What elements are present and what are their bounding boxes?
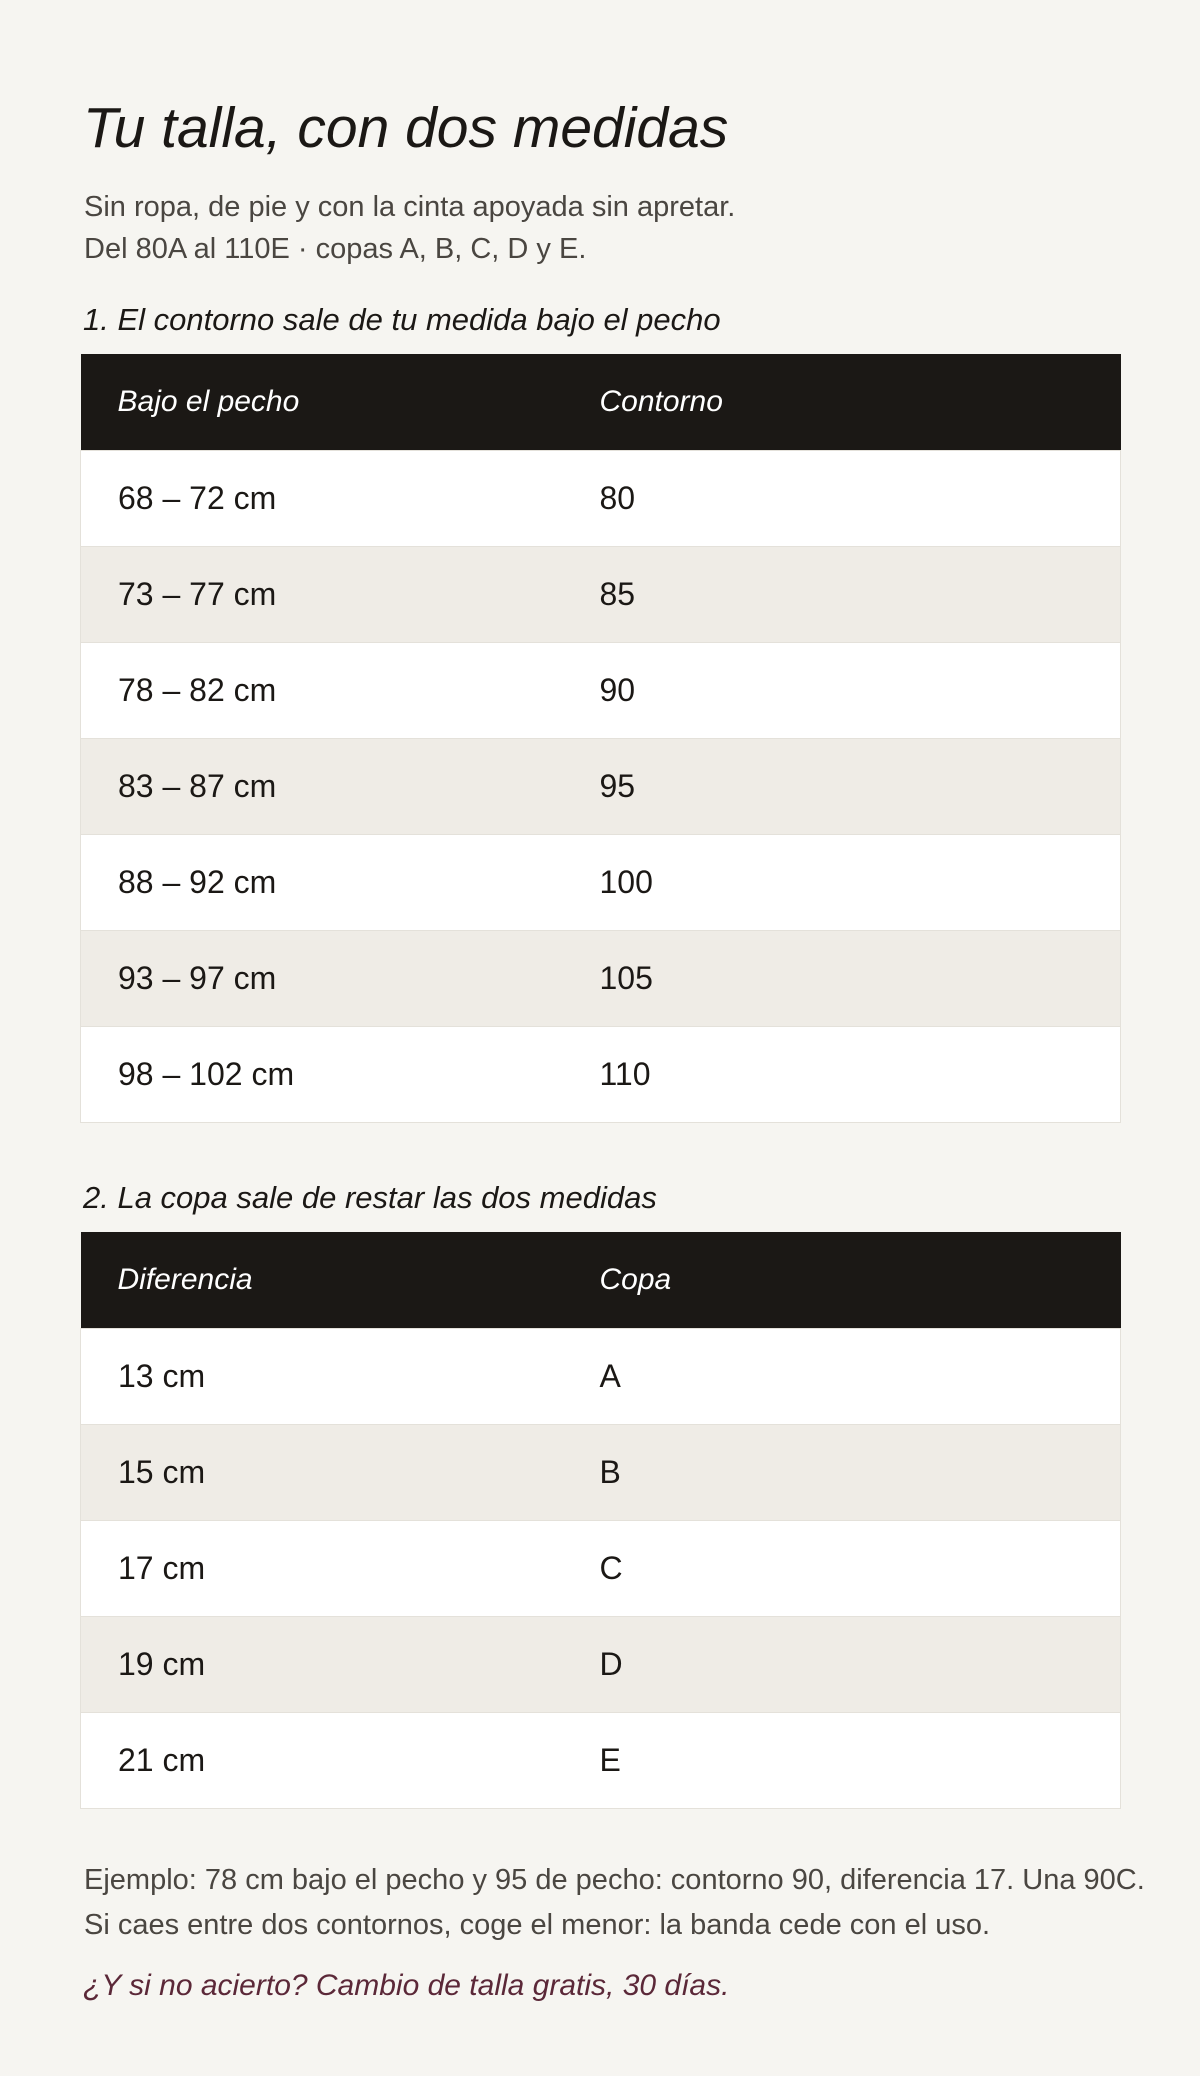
underbust-cell: 73 – 77 cm bbox=[81, 547, 563, 643]
band-size-table bbox=[80, 354, 1121, 1123]
example-note: Ejemplo: 78 cm bajo el pecho y 95 de pecho: contorno 90, diferencia 17. Una 90C. bbox=[84, 1864, 1145, 1896]
between-sizes-tip: Si caes entre dos contornos, coge el menor: la banda cede con el uso. bbox=[84, 1909, 991, 1941]
underbust-cell: 98 – 102 cm bbox=[81, 1027, 563, 1123]
underbust-cell: 83 – 87 cm bbox=[81, 739, 563, 835]
table-header-row bbox=[81, 354, 1121, 451]
table-row bbox=[81, 1027, 1121, 1123]
table-row bbox=[81, 1425, 1121, 1521]
band-cell: 105 bbox=[563, 931, 1121, 1027]
table-row bbox=[81, 1713, 1121, 1809]
intro-line-instructions: Sin ropa, de pie y con la cinta apoyada sin apretar. bbox=[84, 191, 736, 223]
band-cell: 110 bbox=[563, 1027, 1121, 1123]
table-row bbox=[81, 739, 1121, 835]
band-cell: 100 bbox=[563, 835, 1121, 931]
table-row bbox=[81, 1521, 1121, 1617]
band-section-heading: 1. El contorno sale de tu medida bajo el pecho bbox=[83, 302, 721, 337]
table-row bbox=[81, 643, 1121, 739]
table-row bbox=[81, 835, 1121, 931]
difference-cell: 17 cm bbox=[81, 1521, 563, 1617]
column-header-underbust: Bajo el pecho bbox=[81, 354, 563, 451]
difference-cell: 15 cm bbox=[81, 1425, 563, 1521]
table-row bbox=[81, 547, 1121, 643]
size-notes bbox=[84, 1858, 1145, 1948]
underbust-cell: 78 – 82 cm bbox=[81, 643, 563, 739]
cup-cell: A bbox=[563, 1329, 1121, 1425]
band-cell: 80 bbox=[563, 451, 1121, 547]
cup-cell: E bbox=[563, 1713, 1121, 1809]
cup-section-heading: 2. La copa sale de restar las dos medidas bbox=[83, 1180, 657, 1215]
difference-cell: 13 cm bbox=[81, 1329, 563, 1425]
band-cell: 95 bbox=[563, 739, 1121, 835]
cup-size-table bbox=[80, 1232, 1121, 1809]
difference-cell: 19 cm bbox=[81, 1617, 563, 1713]
difference-cell: 21 cm bbox=[81, 1713, 563, 1809]
column-header-band: Contorno bbox=[563, 354, 1121, 451]
column-header-cup: Copa bbox=[563, 1232, 1121, 1329]
table-row bbox=[81, 1617, 1121, 1713]
intro-line-range: Del 80A al 110E · copas A, B, C, D y E. bbox=[84, 233, 587, 265]
band-cell: 90 bbox=[563, 643, 1121, 739]
cup-cell: C bbox=[563, 1521, 1121, 1617]
exchange-guarantee: ¿Y si no acierto? Cambio de talla gratis, 30 días. bbox=[83, 1969, 730, 2002]
page-title: Tu talla, con dos medidas bbox=[83, 96, 729, 160]
cup-cell: D bbox=[563, 1617, 1121, 1713]
underbust-cell: 68 – 72 cm bbox=[81, 451, 563, 547]
table-header-row bbox=[81, 1232, 1121, 1329]
column-header-difference: Diferencia bbox=[81, 1232, 563, 1329]
table-row bbox=[81, 931, 1121, 1027]
band-cell: 85 bbox=[563, 547, 1121, 643]
table-row bbox=[81, 451, 1121, 547]
underbust-cell: 88 – 92 cm bbox=[81, 835, 563, 931]
underbust-cell: 93 – 97 cm bbox=[81, 931, 563, 1027]
intro-text bbox=[84, 186, 735, 270]
cup-cell: B bbox=[563, 1425, 1121, 1521]
table-row bbox=[81, 1329, 1121, 1425]
